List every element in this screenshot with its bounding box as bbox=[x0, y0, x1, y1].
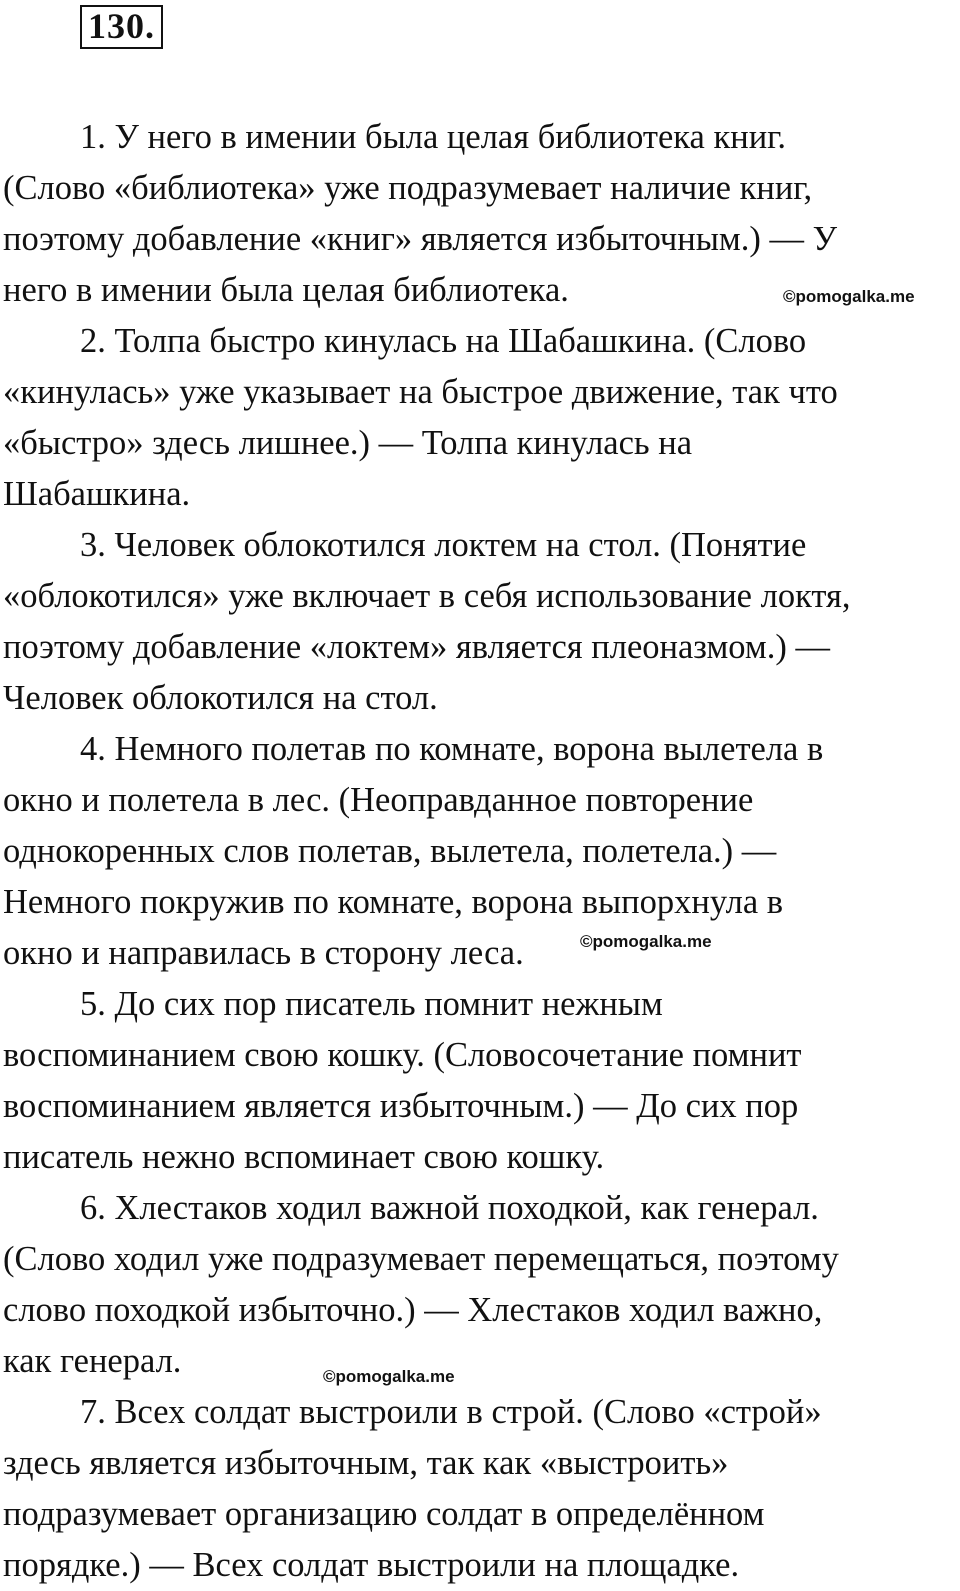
item-2-line-3: «быстро» здесь лишнее.) — Толпа кинулась на bbox=[3, 424, 693, 462]
item-7-line-1: 7. Всех солдат выстроили в строй. (Слово «строй» bbox=[80, 1393, 822, 1431]
item-7-line-2: здесь является избыточным, так как «выстроить» bbox=[3, 1444, 729, 1482]
item-2-line-2: «кинулась» уже указывает на быстрое движение, так что bbox=[3, 373, 838, 411]
item-6-line-3: слово походкой избыточно.) — Хлестаков ходил важно, bbox=[3, 1291, 823, 1329]
item-7-line-3: подразумевает организацию солдат в определённом bbox=[3, 1495, 765, 1533]
document-body bbox=[3, 112, 953, 1591]
item-3-line-2: «облокотился» уже включает в себя использование локтя, bbox=[3, 577, 851, 615]
item-6-line-2: (Слово ходил уже подразумевает перемещаться, поэтому bbox=[3, 1240, 839, 1278]
item-4-line-1: 4. Немного полетав по комнате, ворона вылетела в bbox=[80, 730, 824, 768]
task-number: 130. bbox=[80, 5, 163, 49]
item-4-line-5: окно и направилась в сторону леса. bbox=[3, 934, 524, 972]
list-item-6 bbox=[3, 1183, 953, 1387]
item-4-line-3: однокоренных слов полетав, вылетела, полетела.) — bbox=[3, 832, 777, 870]
item-4-line-4: Немного покружив по комнате, ворона выпорхнула в bbox=[3, 883, 784, 921]
item-6-line-4: как генерал. bbox=[3, 1342, 182, 1380]
item-5-line-1: 5. До сих пор писатель помнит нежным bbox=[80, 985, 663, 1023]
item-2-line-4: Шабашкина. bbox=[3, 475, 191, 513]
watermark-1: ©pomogalka.me bbox=[783, 287, 915, 306]
item-1-line-4: него в имении была целая библиотека. bbox=[3, 271, 569, 309]
item-1-line-2: (Слово «библиотека» уже подразумевает наличие книг, bbox=[3, 169, 813, 207]
item-2-line-1: 2. Толпа быстро кинулась на Шабашкина. (Слово bbox=[80, 322, 807, 360]
item-1-line-1: 1. У него в имении была целая библиотека книг. bbox=[80, 118, 787, 156]
item-1-line-3: поэтому добавление «книг» является избыточным.) — У bbox=[3, 220, 838, 258]
item-5-line-3: воспоминанием является избыточным.) — До сих пор bbox=[3, 1087, 799, 1125]
item-3-line-1: 3. Человек облокотился локтем на стол. (Понятие bbox=[80, 526, 807, 564]
list-item-2 bbox=[3, 316, 953, 520]
watermark-2: ©pomogalka.me bbox=[580, 932, 712, 951]
watermark-3: ©pomogalka.me bbox=[323, 1367, 455, 1386]
list-item-3 bbox=[3, 520, 953, 724]
list-item-4 bbox=[3, 724, 953, 979]
item-7-line-4: порядке.) — Всех солдат выстроили на площадке. bbox=[3, 1546, 740, 1584]
list-item-7 bbox=[3, 1387, 953, 1591]
item-3-line-4: Человек облокотился на стол. bbox=[3, 679, 438, 717]
list-item-1 bbox=[3, 112, 953, 316]
list-item-5 bbox=[3, 979, 953, 1183]
item-3-line-3: поэтому добавление «локтем» является плеоназмом.) — bbox=[3, 628, 830, 666]
item-6-line-1: 6. Хлестаков ходил важной походкой, как генерал. bbox=[80, 1189, 819, 1227]
item-5-line-4: писатель нежно вспоминает свою кошку. bbox=[3, 1138, 605, 1176]
item-5-line-2: воспоминанием свою кошку. (Словосочетание помнит bbox=[3, 1036, 802, 1074]
item-4-line-2: окно и полетела в лес. (Неоправданное повторение bbox=[3, 781, 754, 819]
